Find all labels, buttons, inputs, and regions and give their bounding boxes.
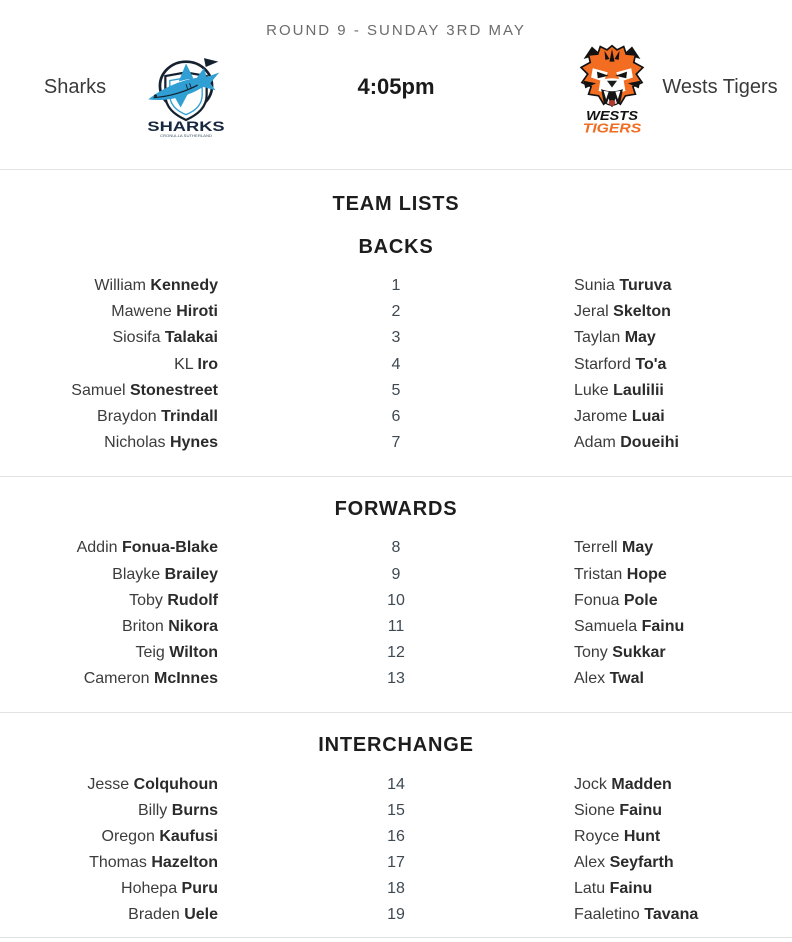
home-player-last: Hazelton bbox=[151, 854, 218, 872]
section-rows bbox=[0, 771, 792, 928]
table-row bbox=[0, 378, 792, 404]
away-player bbox=[574, 303, 792, 321]
jersey-number: 17 bbox=[387, 854, 405, 872]
home-player-first: Braden bbox=[128, 906, 180, 924]
section-heading: FORWARDS bbox=[334, 498, 458, 521]
jersey-number: 16 bbox=[387, 827, 405, 845]
jersey-number: 10 bbox=[387, 591, 405, 609]
table-row bbox=[0, 666, 792, 692]
away-player-last: Madden bbox=[611, 775, 672, 793]
jersey-number: 6 bbox=[391, 408, 401, 426]
away-player bbox=[574, 539, 792, 557]
away-player bbox=[574, 854, 792, 872]
home-player bbox=[0, 277, 218, 295]
home-player-first: William bbox=[94, 277, 146, 295]
away-player bbox=[574, 880, 792, 898]
away-player-last: Tavana bbox=[644, 906, 699, 924]
home-player-first: Blayke bbox=[112, 565, 161, 583]
sharks-caption: CRONULLA SUTHERLAND bbox=[159, 133, 213, 138]
away-player-first: Samuela bbox=[574, 617, 638, 635]
home-player bbox=[0, 539, 218, 557]
home-player-last: Iro bbox=[197, 355, 218, 373]
away-player bbox=[574, 356, 792, 374]
home-player-last: Hiroti bbox=[176, 303, 218, 321]
away-player bbox=[574, 408, 792, 426]
home-player-first: Briton bbox=[121, 617, 164, 635]
home-player bbox=[0, 618, 218, 636]
away-player-first: Tristan bbox=[574, 565, 623, 583]
away-player-last: May bbox=[624, 329, 656, 347]
away-player-first: Sunia bbox=[574, 277, 615, 295]
home-player bbox=[0, 434, 218, 452]
away-player-last: Fainu bbox=[641, 617, 685, 635]
away-team-name: Wests Tigers bbox=[662, 76, 778, 98]
table-row bbox=[0, 535, 792, 561]
team-section bbox=[0, 734, 792, 937]
table-row bbox=[0, 640, 792, 666]
away-player-first: Jock bbox=[574, 775, 607, 793]
home-player-last: Kennedy bbox=[150, 277, 218, 295]
home-team-name: Sharks bbox=[43, 76, 107, 98]
jersey-number: 3 bbox=[391, 329, 401, 347]
jersey-number: 5 bbox=[391, 381, 401, 399]
home-player-last: Trindall bbox=[161, 408, 218, 426]
wests-tigers-logo-icon bbox=[570, 44, 654, 136]
home-player bbox=[0, 566, 218, 584]
jersey-number: 1 bbox=[391, 277, 401, 295]
away-player-first: Starford bbox=[574, 355, 631, 373]
away-player bbox=[574, 906, 792, 924]
away-player-last: Seyfarth bbox=[609, 854, 674, 872]
home-player-last: Stonestreet bbox=[129, 381, 218, 399]
home-player bbox=[0, 906, 218, 924]
away-player-first: Jeral bbox=[574, 303, 609, 321]
away-player-first: Royce bbox=[574, 827, 620, 845]
away-player-last: May bbox=[622, 539, 654, 557]
jersey-number: 8 bbox=[391, 539, 401, 557]
away-player bbox=[574, 277, 792, 295]
home-player bbox=[0, 670, 218, 688]
table-row bbox=[0, 902, 792, 928]
home-player bbox=[0, 592, 218, 610]
home-player bbox=[0, 880, 218, 898]
tigers-wordmark-line2: TIGERS bbox=[582, 121, 643, 136]
jersey-number: 19 bbox=[387, 906, 405, 924]
section-rows bbox=[0, 273, 792, 456]
home-player bbox=[0, 303, 218, 321]
away-player bbox=[574, 828, 792, 846]
round-label: ROUND 9 - SUNDAY 3RD MAY bbox=[266, 22, 526, 39]
away-player-last: Hope bbox=[626, 565, 667, 583]
away-player bbox=[574, 382, 792, 400]
away-player-last: Sukkar bbox=[612, 644, 666, 662]
table-row bbox=[0, 299, 792, 325]
jersey-number: 4 bbox=[391, 355, 401, 373]
home-player bbox=[0, 356, 218, 374]
home-player-last: Brailey bbox=[164, 565, 218, 583]
home-player-first: Braydon bbox=[97, 408, 157, 426]
team-section bbox=[0, 498, 792, 713]
away-player-last: Doueihi bbox=[620, 434, 679, 452]
table-row bbox=[0, 562, 792, 588]
jersey-number: 9 bbox=[391, 565, 401, 583]
away-player bbox=[574, 776, 792, 794]
page-title: TEAM LISTS bbox=[332, 193, 460, 215]
away-player-first: Alex bbox=[574, 670, 606, 688]
home-player-first: Thomas bbox=[89, 854, 147, 872]
home-player-last: Puru bbox=[181, 880, 218, 898]
divider bbox=[0, 937, 792, 938]
away-player-last: Twal bbox=[609, 670, 644, 688]
home-player bbox=[0, 329, 218, 347]
table-row bbox=[0, 588, 792, 614]
away-player-last: Laulilii bbox=[613, 381, 664, 399]
home-player-last: Talakai bbox=[164, 329, 218, 347]
home-player-last: Wilton bbox=[169, 644, 218, 662]
sharks-wordmark: SHARKS bbox=[147, 118, 225, 134]
away-player bbox=[574, 566, 792, 584]
away-player bbox=[574, 644, 792, 662]
home-player-last: Uele bbox=[184, 906, 218, 924]
home-player-first: Samuel bbox=[71, 381, 126, 399]
home-player-first: Addin bbox=[76, 539, 118, 557]
away-player-first: Jarome bbox=[574, 408, 628, 426]
away-player-first: Taylan bbox=[574, 329, 621, 347]
home-player-first: KL bbox=[174, 355, 194, 373]
table-row bbox=[0, 404, 792, 430]
home-player-last: Fonua-Blake bbox=[121, 539, 218, 557]
away-player-last: Pole bbox=[623, 591, 658, 609]
away-player-first: Sione bbox=[574, 801, 615, 819]
away-player-first: Adam bbox=[574, 434, 616, 452]
away-player-last: Turuva bbox=[619, 277, 672, 295]
home-player bbox=[0, 382, 218, 400]
tigers-wordmark-line1: WESTS bbox=[586, 109, 639, 124]
home-player bbox=[0, 828, 218, 846]
away-player-first: Latu bbox=[574, 880, 606, 898]
jersey-number: 11 bbox=[387, 617, 405, 635]
jersey-number: 15 bbox=[387, 801, 405, 819]
home-player-first: Toby bbox=[129, 591, 163, 609]
home-player bbox=[0, 408, 218, 426]
away-player-first: Fonua bbox=[574, 591, 620, 609]
home-player-last: Rudolf bbox=[167, 591, 218, 609]
away-player-first: Terrell bbox=[574, 539, 618, 557]
section-heading: INTERCHANGE bbox=[318, 734, 474, 757]
jersey-number: 7 bbox=[391, 434, 401, 452]
home-player-last: Kaufusi bbox=[159, 827, 218, 845]
section-rows bbox=[0, 535, 792, 692]
away-player-first: Faaletino bbox=[574, 906, 640, 924]
home-player-last: Colquhoun bbox=[133, 775, 218, 793]
away-player-last: Luai bbox=[631, 408, 665, 426]
home-player-first: Jesse bbox=[87, 775, 130, 793]
jersey-number: 2 bbox=[391, 303, 401, 321]
away-player-last: Fainu bbox=[619, 801, 663, 819]
jersey-number: 18 bbox=[387, 880, 405, 898]
away-player bbox=[574, 670, 792, 688]
home-player-first: Siosifa bbox=[112, 329, 161, 347]
home-player-first: Billy bbox=[137, 801, 168, 819]
away-player-first: Tony bbox=[574, 644, 608, 662]
table-row bbox=[0, 824, 792, 850]
table-row bbox=[0, 273, 792, 299]
jersey-number: 12 bbox=[387, 644, 405, 662]
home-player bbox=[0, 644, 218, 662]
home-player-first: Teig bbox=[135, 644, 165, 662]
section-heading: BACKS bbox=[358, 236, 434, 258]
away-player bbox=[574, 618, 792, 636]
away-player bbox=[574, 592, 792, 610]
kickoff-time: 4:05pm bbox=[357, 74, 435, 99]
team-section bbox=[0, 236, 792, 477]
home-player bbox=[0, 776, 218, 794]
away-player bbox=[574, 329, 792, 347]
jersey-number: 13 bbox=[387, 670, 405, 688]
home-player-last: Nikora bbox=[168, 617, 218, 635]
home-player bbox=[0, 802, 218, 820]
home-player-last: McInnes bbox=[153, 670, 218, 688]
away-player-last: Fainu bbox=[609, 880, 653, 898]
match-header bbox=[0, 0, 792, 170]
home-player-first: Hohepa bbox=[121, 880, 178, 898]
away-player-first: Luke bbox=[574, 381, 609, 399]
table-row bbox=[0, 850, 792, 876]
table-row bbox=[0, 325, 792, 351]
away-player-last: Skelton bbox=[613, 303, 671, 321]
home-player-last: Burns bbox=[171, 801, 218, 819]
away-player bbox=[574, 802, 792, 820]
table-row bbox=[0, 352, 792, 378]
divider bbox=[0, 712, 792, 713]
table-row bbox=[0, 614, 792, 640]
team-sections bbox=[0, 236, 792, 938]
table-row bbox=[0, 771, 792, 797]
home-player-first: Oregon bbox=[101, 827, 155, 845]
away-player-first: Alex bbox=[574, 854, 606, 872]
divider bbox=[0, 476, 792, 477]
home-player bbox=[0, 854, 218, 872]
home-player-first: Mawene bbox=[111, 303, 172, 321]
home-player-last: Hynes bbox=[169, 434, 218, 452]
home-player-first: Cameron bbox=[83, 670, 150, 688]
jersey-number: 14 bbox=[387, 775, 405, 793]
table-row bbox=[0, 876, 792, 902]
away-player-last: To'a bbox=[635, 355, 667, 373]
away-player bbox=[574, 434, 792, 452]
table-row bbox=[0, 798, 792, 824]
table-row bbox=[0, 430, 792, 456]
away-player-last: Hunt bbox=[623, 827, 661, 845]
home-player-first: Nicholas bbox=[104, 434, 166, 452]
team-lists bbox=[0, 170, 792, 938]
